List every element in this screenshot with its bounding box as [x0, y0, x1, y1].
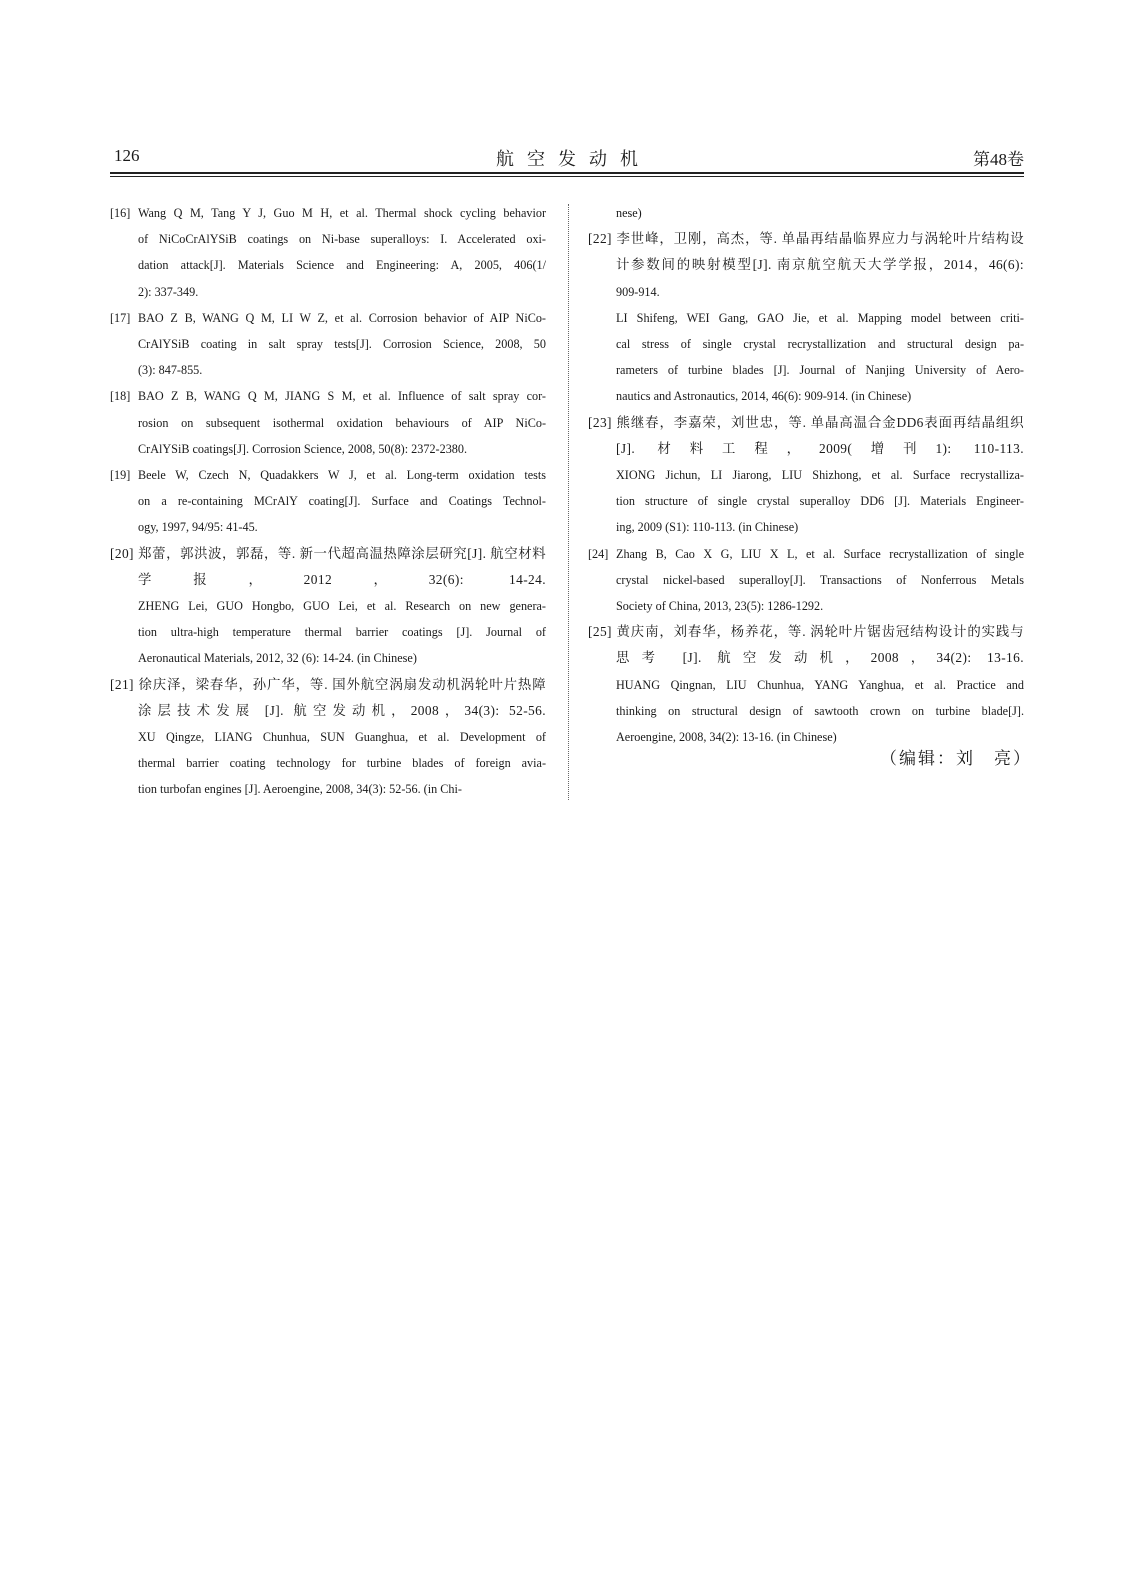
- reference-text: 计参数间的映射模型[J]. 南京航空航天大学学报，2014，46(6):: [616, 257, 1024, 273]
- editor-note: （编辑：刘 亮）: [880, 749, 1032, 768]
- reference-line: [110, 645, 546, 671]
- journal-title: 航空发动机: [496, 149, 651, 169]
- reference-line: [588, 672, 1024, 698]
- reference-line: [588, 619, 1024, 645]
- reference-text: 李世峰，卫刚，高杰，等. 单晶再结晶临界应力与涡轮叶片结构设: [616, 231, 1024, 247]
- reference-text: (3): 847-855.: [138, 363, 203, 378]
- volume-label: 第48卷: [973, 150, 1024, 169]
- reference-line: [110, 226, 546, 252]
- reference-text: thinking on structural design of sawtooth crown on turbine blade[J].: [616, 703, 1024, 718]
- reference-text: XU Qingze, LIANG Chunhua, SUN Guanghua, et al. Development of: [138, 730, 546, 745]
- reference-text: 涂层技术发展 [J]. 航空发动机，2008，34(3): 52-56.: [138, 702, 546, 718]
- reference-line: [110, 410, 546, 436]
- reference-entry: [110, 200, 546, 305]
- reference-line: [110, 357, 546, 383]
- reference-line: [110, 383, 546, 409]
- reference-line: [588, 305, 1024, 331]
- reference-text: 徐庆泽，梁春华，孙广华，等. 国外航空涡扇发动机涡轮叶片热障: [138, 676, 546, 692]
- reference-text: tion ultra-high temperature thermal barrier coatings [J]. Journal of: [138, 625, 546, 640]
- reference-line: [588, 200, 1024, 226]
- reference-number: [23]: [588, 414, 612, 430]
- reference-text: 黄庆南，刘春华，杨养花，等. 涡轮叶片锯齿冠结构设计的实践与: [616, 624, 1024, 640]
- reference-line: [110, 252, 546, 278]
- reference-entry: [588, 200, 1024, 226]
- reference-line: [588, 645, 1024, 671]
- reference-text: thermal barrier coating technology for turbine blades of foreign avia-: [138, 756, 546, 771]
- reference-line: [588, 698, 1024, 724]
- reference-line: [588, 436, 1024, 462]
- reference-line: [110, 462, 546, 488]
- reference-text: 学报，2012，32(6): 14-24.: [138, 571, 546, 587]
- reference-text: 熊继春，李嘉荣，刘世忠，等. 单晶高温合金DD6表面再结晶组织: [616, 414, 1024, 430]
- reference-line: [588, 331, 1024, 357]
- reference-text: CrAlYSiB coating in salt spray tests[J]. Corrosion Science, 2008, 50: [138, 337, 546, 352]
- reference-line: [588, 567, 1024, 593]
- reference-line: [110, 672, 546, 698]
- reference-text: 2): 337-349.: [138, 284, 199, 299]
- reference-text: ZHENG Lei, GUO Hongbo, GUO Lei, et al. Research on new genera-: [138, 599, 546, 614]
- reference-line: [588, 226, 1024, 252]
- reference-text: Beele W, Czech N, Quadakkers W J, et al. Long-term oxidation tests: [138, 468, 546, 483]
- column-divider: [568, 204, 569, 800]
- reference-text: ing, 2009 (S1): 110-113. (in Chinese): [616, 520, 799, 535]
- reference-text: Aeroengine, 2008, 34(2): 13-16. (in Chinese): [616, 730, 837, 745]
- reference-line: [110, 750, 546, 776]
- reference-text: [J]. 材料工程，2009(增刊1): 110-113.: [616, 440, 1024, 456]
- reference-number: [20]: [110, 545, 134, 561]
- reference-text: dation attack[J]. Materials Science and Engineering: A, 2005, 406(1/: [138, 258, 546, 273]
- reference-line: [588, 383, 1024, 409]
- reference-line: [588, 541, 1024, 567]
- reference-entry: [588, 410, 1024, 541]
- reference-line: [110, 331, 546, 357]
- reference-entry: [110, 672, 546, 803]
- reference-text: Society of China, 2013, 23(5): 1286-1292.: [616, 599, 824, 614]
- reference-line: [588, 410, 1024, 436]
- reference-text: rosion on subsequent isothermal oxidation behaviours of AIP NiCo-: [138, 415, 546, 430]
- reference-line: [110, 619, 546, 645]
- reference-line: [588, 279, 1024, 305]
- reference-line: [588, 252, 1024, 278]
- reference-text: Wang Q M, Tang Y J, Guo M H, et al. Thermal shock cycling behavior: [138, 206, 546, 220]
- page-number: 126: [114, 146, 140, 165]
- reference-entry: [588, 619, 1024, 750]
- reference-text: crystal nickel-based superalloy[J]. Transactions of Nonferrous Metals: [616, 572, 1024, 587]
- reference-line: [110, 593, 546, 619]
- reference-number: [21]: [110, 676, 134, 692]
- reference-line: [110, 436, 546, 462]
- reference-text: cal stress of single crystal recrystallization and structural design pa-: [616, 337, 1024, 352]
- reference-text: Zhang B, Cao X G, LIU X L, et al. Surface recrystallization of single: [616, 546, 1024, 561]
- reference-text: LI Shifeng, WEI Gang, GAO Jie, et al. Mapping model between criti-: [616, 310, 1024, 325]
- reference-column-left: [110, 200, 546, 803]
- reference-number: [22]: [588, 231, 612, 247]
- header-rule-thick: [110, 172, 1024, 174]
- reference-text: 郑蕾，郭洪波，郭磊，等. 新一代超高温热障涂层研究[J]. 航空材料: [138, 545, 546, 561]
- reference-text: nautics and Astronautics, 2014, 46(6): 909-914. (in Chinese): [616, 389, 912, 404]
- reference-entry: [110, 383, 546, 462]
- reference-text: on a re-containing MCrAlY coating[J]. Surface and Coatings Technol-: [138, 494, 546, 509]
- reference-text: tion turbofan engines [J]. Aeroengine, 2008, 34(3): 52-56. (in Chi-: [138, 782, 462, 797]
- reference-entry: [588, 541, 1024, 620]
- reference-line: [588, 488, 1024, 514]
- reference-line: [588, 514, 1024, 540]
- reference-line: [110, 724, 546, 750]
- reference-number: [18]: [110, 389, 131, 404]
- reference-line: [110, 567, 546, 593]
- reference-text: of NiCoCrAlYSiB coatings on Ni-base superalloys: I. Accelerated oxi-: [138, 232, 546, 247]
- header-rule-thin: [110, 176, 1024, 177]
- reference-line: [110, 541, 546, 567]
- reference-text: tion structure of single crystal superalloy DD6 [J]. Materials Engineer-: [616, 494, 1024, 509]
- reference-number: [17]: [110, 310, 131, 325]
- reference-line: [588, 462, 1024, 488]
- reference-text: 909-914.: [616, 284, 660, 299]
- reference-column-right: [588, 200, 1024, 750]
- reference-number: [25]: [588, 624, 612, 640]
- reference-text: 思考 [J]. 航空发动机，2008，34(2): 13-16.: [616, 650, 1024, 666]
- reference-line: [110, 776, 546, 802]
- reference-line: [588, 357, 1024, 383]
- reference-line: [588, 593, 1024, 619]
- reference-text: BAO Z B, WANG Q M, JIANG S M, et al. Influence of salt spray cor-: [138, 389, 546, 404]
- reference-line: [110, 698, 546, 724]
- reference-text: nese): [616, 206, 642, 220]
- reference-line: [110, 488, 546, 514]
- reference-entry: [110, 462, 546, 541]
- reference-number: [16]: [110, 206, 131, 220]
- reference-number: [24]: [588, 546, 609, 561]
- running-header: [110, 140, 1024, 172]
- reference-text: XIONG Jichun, LI Jiarong, LIU Shizhong, et al. Surface recrystalliza-: [616, 468, 1024, 483]
- reference-entry: [110, 305, 546, 384]
- reference-line: [110, 305, 546, 331]
- reference-text: CrAlYSiB coatings[J]. Corrosion Science, 2008, 50(8): 2372-2380.: [138, 441, 468, 456]
- reference-entry: [110, 541, 546, 672]
- reference-entry: [588, 226, 1024, 409]
- reference-text: HUANG Qingnan, LIU Chunhua, YANG Yanghua, et al. Practice and: [616, 677, 1024, 692]
- reference-number: [19]: [110, 468, 131, 483]
- reference-line: [110, 200, 546, 226]
- reference-text: BAO Z B, WANG Q M, LI W Z, et al. Corrosion behavior of AIP NiCo-: [138, 310, 546, 325]
- reference-text: ogy, 1997, 94/95: 41-45.: [138, 520, 258, 535]
- reference-line: [110, 279, 546, 305]
- reference-text: rameters of turbine blades [J]. Journal of Nanjing University of Aero-: [616, 363, 1024, 378]
- reference-line: [110, 514, 546, 540]
- reference-text: Aeronautical Materials, 2012, 32 (6): 14-24. (in Chinese): [138, 651, 417, 666]
